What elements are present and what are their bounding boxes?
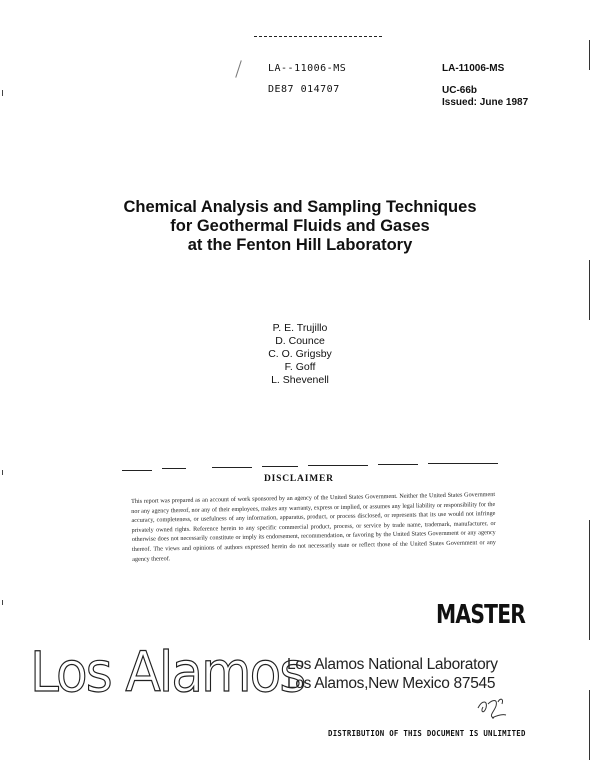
- typed-report-number: LA--11006-MS: [268, 63, 347, 74]
- category-code: UC-66b: [442, 85, 478, 96]
- disclaimer-rule-5: [308, 465, 368, 466]
- scan-edge-right: [589, 40, 590, 70]
- scan-edge-left: [2, 90, 3, 96]
- scan-edge-right-2: [589, 260, 590, 320]
- title-line-2: for Geothermal Fluids and Gases: [170, 217, 430, 235]
- scan-edge-left-3: [2, 600, 3, 605]
- report-number: LA-11006-MS: [442, 63, 505, 74]
- distribution-statement: DISTRIBUTION OF THIS DOCUMENT IS UNLIMITED: [328, 729, 526, 738]
- author-list: [230, 322, 370, 387]
- title-line-1: Chemical Analysis and Sampling Techniques: [123, 198, 477, 216]
- header-slash-mark: [235, 60, 242, 77]
- disclaimer-heading: DISCLAIMER: [264, 474, 334, 484]
- author: P. E. Trujillo: [272, 322, 328, 334]
- disclaimer-rule-1: [122, 470, 152, 471]
- scan-edge-right-3: [589, 520, 590, 640]
- scan-edge-left-2: [2, 470, 3, 475]
- los-alamos-logo: Los Alamos: [30, 640, 305, 704]
- disclaimer-body: This report was prepared as an account of work sponsored by an agency of the United States Government. Neither the United States Government nor any agency thereof, nor any of their employees, makes any warranty, express or implied, or assumes any legal liability or responsibility for the accuracy, completeness, or usefulness of any information, apparatus, product, or process disclosed, or represents that its use would not infringe privately owned rights. Reference herein to any specific commercial product, process, or service by trade name, trademark, manufacturer, or otherwise does not necessarily constitute or imply its endorsement, recommendation, or favoring by the United States Government or any agency thereof. The views and opinions of authors expressed herein do not necessarily state or reflect those of the United States Government or any agency thereof.: [131, 491, 497, 563]
- title-line-3: at the Fenton Hill Laboratory: [187, 236, 413, 254]
- disclaimer-rule-3: [212, 467, 252, 468]
- author: D. Counce: [275, 335, 325, 347]
- typed-doe-number: DE87 014707: [268, 84, 340, 95]
- author: L. Shevenell: [271, 374, 329, 386]
- disclaimer-rule-4: [262, 466, 298, 467]
- author: C. O. Grigsby: [268, 348, 332, 360]
- handwritten-initials-icon: [474, 692, 510, 722]
- disclaimer-rule-6: [378, 464, 418, 465]
- lab-name: Los Alamos National Laboratory: [287, 656, 498, 673]
- disclaimer-rule-2: [162, 468, 186, 469]
- master-stamp: MASTER: [436, 600, 526, 630]
- lab-address: Los Alamos,New Mexico 87545: [287, 675, 496, 692]
- issued-date: Issued: June 1987: [442, 97, 529, 108]
- scan-edge-right-4: [589, 690, 590, 760]
- disclaimer-rule-7: [428, 463, 498, 464]
- document-title: [80, 198, 520, 255]
- author: F. Goff: [284, 361, 316, 373]
- header-rule: [254, 36, 382, 37]
